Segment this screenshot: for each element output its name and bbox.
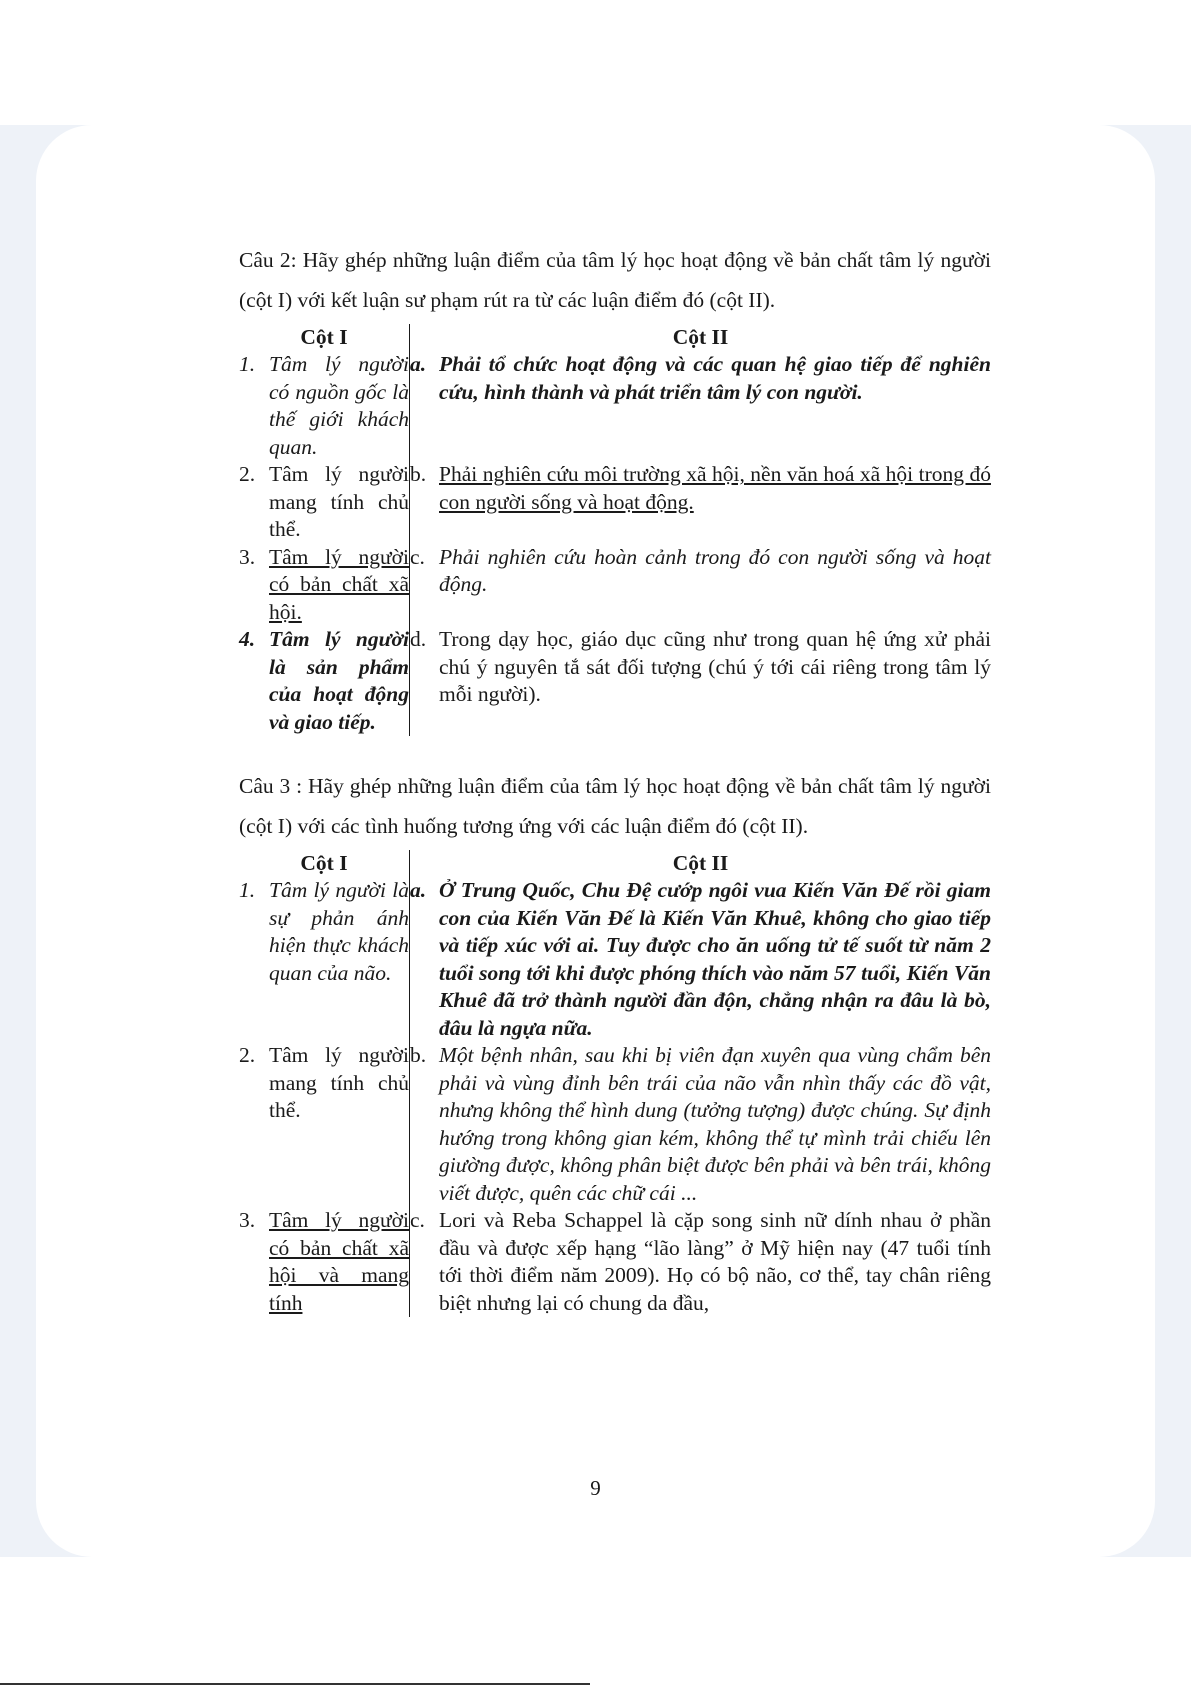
col1-statement: Tâm lý người là sự phản ánh hiện thực khách quan của não. — [269, 878, 409, 985]
row-letter: c. — [410, 544, 425, 569]
row-number: 2. — [239, 462, 256, 486]
col1-statement: Tâm lý người mang tính chủ thể. — [269, 1043, 409, 1122]
table-row — [239, 544, 991, 627]
table-row — [239, 626, 991, 736]
row-number: 4. — [239, 627, 256, 651]
col2-statement: Phải tổ chức hoạt động và các quan hệ giao tiếp để nghiên cứu, hình thành và phát triển tâm lý con người. — [439, 352, 991, 404]
table-row — [239, 351, 991, 461]
q3-col2-header: Cột II — [672, 851, 729, 875]
col1-statement: Tâm lý người có bản chất xã hội và mang tính — [269, 1208, 409, 1315]
row-letter: a. — [410, 878, 427, 902]
col1-statement: Tâm lý người có nguồn gốc là thế giới khách quan. — [269, 352, 409, 459]
table-row — [239, 877, 991, 1042]
row-letter: a. — [410, 352, 427, 376]
col2-statement: Trong dạy học, giáo dục cũng như trong quan hệ ứng xử phải chú ý nguyên tắ sát đối tượng (chú ý tới cái riêng trong tâm lý mỗi người). — [439, 627, 991, 706]
question-3-table — [239, 850, 991, 1317]
col2-statement: Phải nghiên cứu hoàn cảnh trong đó con người sống và hoạt động. — [439, 544, 991, 596]
row-number: 3. — [239, 1208, 256, 1232]
table-row — [239, 1207, 991, 1317]
col2-statement: Phải nghiên cứu môi trường xã hội, nền văn hoá xã hội trong đó con người sống và hoạt động. — [439, 462, 991, 514]
col2-statement: Một bệnh nhân, sau khi bị viên đạn xuyên qua vùng chẩm bên phải và vùng đỉnh bên trái của não vẫn nhìn thấy các đồ vật, nhưng không thể hình dung (tưởng tượng) được chúng. Sự định hướng trong không gian kém, không thể tự mình trải chiếu lên giường được, không phân biệt được bên phải và bên trái, không viết được, quên các chữ cái ... — [439, 1043, 991, 1205]
table-row — [239, 461, 991, 544]
row-number: 2. — [239, 1043, 256, 1067]
col1-statement: Tâm lý người có bản chất xã hội. — [269, 544, 409, 624]
col1-statement: Tâm lý người mang tính chủ thể. — [269, 462, 409, 541]
question-2-table — [239, 324, 991, 736]
table-row — [239, 1042, 991, 1207]
row-letter: b. — [410, 1043, 427, 1067]
question-3-prompt: Câu 3 : Hãy ghép những luận điểm của tâm lý học hoạt động về bản chất tâm lý người (cột I) với các tình huống tương ứng với các luận điểm đó (cột II). — [239, 774, 991, 838]
page-number: 9 — [590, 1476, 601, 1500]
row-number: 3. — [239, 544, 256, 569]
q2-col1-header: Cột I — [239, 324, 410, 351]
row-letter: c. — [410, 1208, 425, 1232]
row-letter: d. — [410, 627, 427, 651]
question-2-prompt: Câu 2: Hãy ghép những luận điểm của tâm lý học hoạt động về bản chất tâm lý người (cột I) với kết luận sư phạm rút ra từ các luận điểm đó (cột II). — [239, 248, 991, 312]
row-number: 1. — [239, 878, 256, 902]
col1-statement: Tâm lý người là sản phẩm của hoạt động và giao tiếp. — [269, 627, 409, 734]
col2-statement: Lori và Reba Schappel là cặp song sinh nữ dính nhau ở phần đầu và được xếp hạng “lão làng” ở Mỹ hiện nay (47 tuổi tính tới thời điểm năm 2009). Họ có bộ não, cơ thể, tay chân riêng biệt nhưng lại có chung da đầu, — [439, 1208, 991, 1315]
q2-col2-header: Cột II — [672, 325, 729, 349]
q3-col1-header: Cột I — [239, 850, 410, 877]
row-number: 1. — [239, 352, 256, 376]
row-letter: b. — [410, 462, 427, 486]
page-content — [239, 240, 991, 1317]
col2-statement: Ở Trung Quốc, Chu Đệ cướp ngôi vua Kiến Văn Đế rồi giam con của Kiến Văn Đế là Kiến Văn Khuê, không cho giao tiếp và tiếp xúc với ai. Tuy được cho ăn uống tử tế suốt từ năm 2 tuổi song tới khi được phóng thích vào năm 57 tuổi, Kiến Văn Khuê đã trở thành người đần độn, chẳng nhận ra đâu là bò, đâu là ngựa nữa. — [439, 878, 991, 1040]
